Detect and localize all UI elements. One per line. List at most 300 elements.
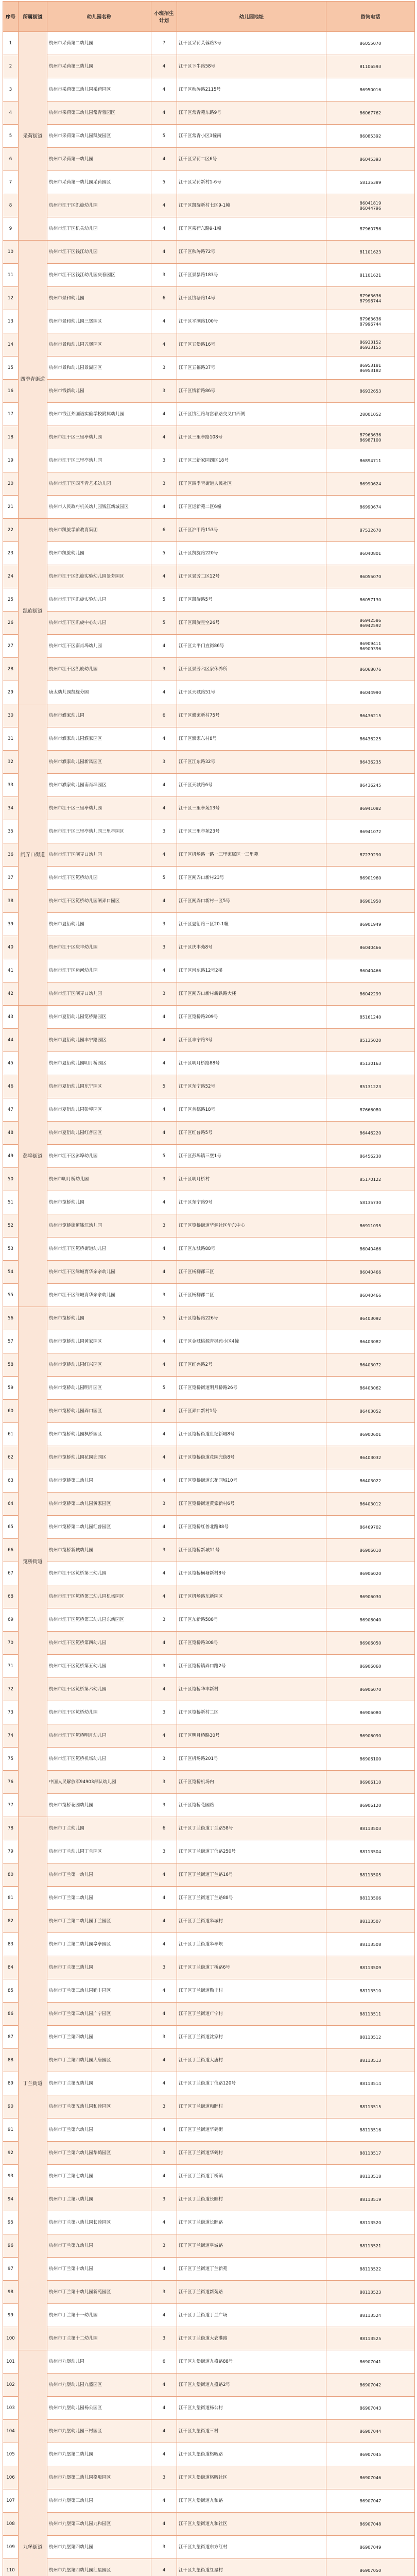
street-group-cell: 凯旋街道 (19, 519, 47, 704)
kindergarten-name: 杭州市笕桥幼儿园黄家园区 (47, 1330, 151, 1353)
table-row (3, 2350, 415, 2374)
enrollment-plan: 3 (151, 820, 177, 843)
table-row (3, 1191, 415, 1214)
contact-phone: 86068076 (326, 658, 415, 681)
table-row (3, 2281, 415, 2304)
contact-phone: 86907048 (326, 2513, 415, 2536)
table-row (3, 704, 415, 727)
enrollment-plan: 3 (151, 1168, 177, 1191)
contact-phone: 88113505 (326, 1863, 415, 1887)
kindergarten-name: 杭州市丁兰第九幼儿园 (47, 2234, 151, 2258)
enrollment-plan: 4 (151, 55, 177, 78)
table-row (3, 1562, 415, 1585)
contact-phone: 86403012 (326, 1493, 415, 1516)
row-number: 1 (3, 32, 19, 55)
enrollment-plan: 4 (151, 1191, 177, 1214)
contact-phone: 86436215 (326, 704, 415, 727)
enrollment-plan: 4 (151, 2165, 177, 2188)
row-number: 86 (3, 2003, 19, 2026)
kindergarten-address: 江干区笕桥新村二区 (177, 1701, 326, 1724)
row-number: 32 (3, 751, 19, 774)
kindergarten-name: 杭州市丁兰第四幼儿园 (47, 2026, 151, 2049)
contact-phone: 88113525 (326, 2327, 415, 2350)
table-row (3, 1075, 415, 1098)
kindergarten-name: 杭州市丁兰第一幼儿园 (47, 1863, 151, 1887)
enrollment-plan: 3 (151, 264, 177, 287)
kindergarten-address: 江干区常青苑东路9号 (177, 101, 326, 125)
kindergarten-name: 杭州市江干区笕桥街道幼儿园 (47, 1238, 151, 1261)
enrollment-plan: 4 (151, 1632, 177, 1655)
kindergarten-name: 杭州市采荷第一幼儿园采荷园区 (47, 171, 151, 194)
kindergarten-name: 杭州市江干区绿城育华亲亲幼儿园 (47, 1284, 151, 1307)
row-number: 66 (3, 1539, 19, 1562)
row-number: 2 (3, 55, 19, 78)
kindergarten-address: 江干区秋涛路2115号 (177, 78, 326, 101)
kindergarten-name: 杭州市江干区三里亭幼儿园 (47, 797, 151, 820)
kindergarten-name: 杭州市丁兰第五幼儿园 (47, 2072, 151, 2095)
table-row (3, 1377, 415, 1400)
kindergarten-address: 江干区天城路51号 (177, 681, 326, 704)
enrollment-plan: 4 (151, 217, 177, 241)
kindergarten-address: 江干区笕桥街道黄家新村6号 (177, 1493, 326, 1516)
contact-phone: 86907047 (326, 2489, 415, 2513)
enrollment-plan: 4 (151, 2513, 177, 2536)
kindergarten-address: 江干区采荷芙蓉路3号 (177, 32, 326, 55)
row-number: 16 (3, 380, 19, 403)
enrollment-plan: 3 (151, 2142, 177, 2165)
kindergarten-name: 杭州市丁兰第十一幼儿园 (47, 2304, 151, 2327)
kindergarten-name: 杭州市采荷第二幼儿园 (47, 32, 151, 55)
contact-phone: 86403082 (326, 1330, 415, 1353)
kindergarten-address: 江干区江东路32号 (177, 751, 326, 774)
table-row (3, 2513, 415, 2536)
enrollment-plan: 4 (151, 797, 177, 820)
kindergarten-address: 江干区凯旋路220号 (177, 542, 326, 565)
col-header-address: 幼儿园地址 (177, 2, 326, 32)
kindergarten-name: 杭州市江干区四季青艺术幼儿园 (47, 472, 151, 496)
contact-phone: 86900601 (326, 1423, 415, 1446)
kindergarten-name: 杭州市笕桥幼儿园 (47, 1307, 151, 1330)
kindergarten-address: 江干区红普路5号 (177, 1122, 326, 1145)
contact-phone: 87963636 86987100 (326, 426, 415, 449)
kindergarten-address: 江干区九堡街道九和路 (177, 2489, 326, 2513)
row-number: 67 (3, 1562, 19, 1585)
kindergarten-address: 江干区丁兰街道丁信路250号 (177, 1840, 326, 1863)
kindergarten-address: 江干区笕桥街道世纪新城8号 (177, 1423, 326, 1446)
row-number: 55 (3, 1284, 19, 1307)
row-number: 56 (3, 1307, 19, 1330)
enrollment-plan: 3 (151, 1956, 177, 1979)
table-row (3, 1655, 415, 1678)
row-number: 21 (3, 496, 19, 519)
table-row (3, 588, 415, 612)
row-number: 110 (3, 2559, 19, 2576)
contact-phone: 88113511 (326, 2003, 415, 2026)
enrollment-plan: 4 (151, 2559, 177, 2576)
table-row (3, 2489, 415, 2513)
kindergarten-name: 杭州市江干区凯旋实验幼儿园景芳园区 (47, 565, 151, 588)
contact-phone: 86906080 (326, 1701, 415, 1724)
row-number: 90 (3, 2095, 19, 2119)
enrollment-plan: 5 (151, 1377, 177, 1400)
kindergarten-address: 江干区笕桥路308号 (177, 1632, 326, 1655)
kindergarten-name: 杭州市丁兰第十幼儿园 (47, 2258, 151, 2281)
table-row (3, 2119, 415, 2142)
contact-phone: 88113506 (326, 1887, 415, 1910)
kindergarten-name: 杭州市九堡第四幼儿园 (47, 2536, 151, 2559)
row-number: 98 (3, 2281, 19, 2304)
row-number: 82 (3, 1910, 19, 1933)
row-number: 80 (3, 1863, 19, 1887)
contact-phone: 86907044 (326, 2420, 415, 2443)
row-number: 8 (3, 194, 19, 217)
kindergarten-name: 杭州市采荷第三幼儿园凯旋园区 (47, 125, 151, 148)
kindergarten-address: 江干区机场路一路一三里家属区一三里苑 (177, 843, 326, 867)
kindergarten-name: 杭州市濮家幼儿园 (47, 704, 151, 727)
table-row (3, 2142, 415, 2165)
contact-phone: 86906100 (326, 1748, 415, 1771)
table-row (3, 496, 415, 519)
contact-phone: 86933152 86933155 (326, 333, 415, 357)
kindergarten-name: 杭州市濮家幼儿园新风园区 (47, 751, 151, 774)
contact-phone: 87279290 (326, 843, 415, 867)
row-number: 70 (3, 1632, 19, 1655)
contact-phone: 86941082 (326, 797, 415, 820)
table-row (3, 2374, 415, 2397)
kindergarten-address: 江干区丁兰街道长睦村 (177, 2188, 326, 2211)
kindergarten-name: 杭州市江干区笕桥机场幼儿园 (47, 1748, 151, 1771)
enrollment-plan: 4 (151, 1887, 177, 1910)
kindergarten-name: 杭州市江干区闸弄口幼儿园 (47, 843, 151, 867)
table-row (3, 55, 415, 78)
row-number: 52 (3, 1214, 19, 1238)
enrollment-plan: 4 (151, 635, 177, 658)
contact-phone: 58135730 (326, 1191, 415, 1214)
kindergarten-address: 江干区九堡街道杨公村 (177, 2397, 326, 2420)
table-row (3, 1863, 415, 1887)
kindergarten-address: 江干区红兴路2号 (177, 1353, 326, 1377)
contact-phone: 86403072 (326, 1353, 415, 1377)
kindergarten-name: 杭州市江干区凯旋实验幼儿园 (47, 588, 151, 612)
enrollment-plan: 4 (151, 2397, 177, 2420)
contact-phone: 86990624 (326, 472, 415, 496)
table-row (3, 1446, 415, 1469)
table-row (3, 982, 415, 1006)
table-row (3, 2258, 415, 2281)
enrollment-plan: 3 (151, 1608, 177, 1632)
kindergarten-name: 中国人民解放军94903部队幼儿园 (47, 1771, 151, 1794)
contact-phone: 85161240 (326, 1006, 415, 1029)
contact-phone: 28001052 (326, 403, 415, 426)
row-number: 62 (3, 1446, 19, 1469)
street-group-cell: 丁兰街道 (19, 1817, 47, 2350)
enrollment-plan: 5 (151, 1145, 177, 1168)
table-row (3, 333, 415, 357)
kindergarten-address: 江干区凯旋星空26号 (177, 612, 326, 635)
kindergarten-address: 江干区丁兰街道华鹤街 (177, 2119, 326, 2142)
contact-phone: 87963636 87996744 (326, 287, 415, 310)
row-number: 77 (3, 1794, 19, 1817)
table-row (3, 310, 415, 333)
kindergarten-address: 江干区九堡街道格畈路 (177, 2443, 326, 2466)
enrollment-plan: 3 (151, 1840, 177, 1863)
row-number: 104 (3, 2420, 19, 2443)
row-number: 105 (3, 2443, 19, 2466)
table-row (3, 472, 415, 496)
kindergarten-address: 江干区濮家新村75号 (177, 704, 326, 727)
contact-phone: 88113510 (326, 1979, 415, 2003)
enrollment-plan: 5 (151, 612, 177, 635)
contact-phone: 86055070 (326, 565, 415, 588)
enrollment-plan: 4 (151, 194, 177, 217)
table-row (3, 148, 415, 171)
kindergarten-name: 杭州市九堡第三幼儿园 (47, 2489, 151, 2513)
enrollment-plan: 4 (151, 403, 177, 426)
kindergarten-address: 江干区九堡街道三村 (177, 2420, 326, 2443)
contact-phone: 86040466 (326, 1284, 415, 1307)
table-row (3, 101, 415, 125)
enrollment-plan: 4 (151, 1562, 177, 1585)
table-row (3, 2095, 415, 2119)
kindergarten-name: 杭州市江干区笕桥第六幼儿园 (47, 1678, 151, 1701)
enrollment-plan: 4 (151, 890, 177, 913)
row-number: 49 (3, 1145, 19, 1168)
table-row (3, 2536, 415, 2559)
table-row (3, 1817, 415, 1840)
street-group-cell: 采荷街道 (19, 32, 47, 241)
contact-phone: 86901950 (326, 890, 415, 913)
kindergarten-address: 江干区景昙路183号 (177, 264, 326, 287)
contact-phone: 86446220 (326, 1122, 415, 1145)
table-row (3, 287, 415, 310)
kindergarten-address: 江干区下牛路58号 (177, 55, 326, 78)
enrollment-plan: 6 (151, 2350, 177, 2374)
kindergarten-name: 杭州市景和幼儿园三堡园区 (47, 310, 151, 333)
contact-phone: 88113518 (326, 2165, 415, 2188)
kindergarten-address: 江干区笕桥街道明月桥路26号 (177, 1377, 326, 1400)
contact-phone: 88113508 (326, 1933, 415, 1956)
contact-phone: 86906060 (326, 1655, 415, 1678)
contact-phone: 86040466 (326, 959, 415, 982)
street-group-cell: 闸弄口街道 (19, 704, 47, 1006)
row-number: 41 (3, 959, 19, 982)
kindergarten-name: 杭州市江干区机关幼儿园 (47, 217, 151, 241)
row-number: 3 (3, 78, 19, 101)
kindergarten-address: 江干区五堡路16号 (177, 333, 326, 357)
row-number: 69 (3, 1608, 19, 1632)
row-number: 6 (3, 148, 19, 171)
contact-phone: 88113515 (326, 2095, 415, 2119)
table-row (3, 194, 415, 217)
contact-phone: 81101623 (326, 241, 415, 264)
table-row (3, 2443, 415, 2466)
contact-phone: 88113523 (326, 2281, 415, 2304)
kindergarten-name: 杭州市采荷第三幼儿园 (47, 55, 151, 78)
kindergarten-name: 杭州市采荷第一幼儿园 (47, 148, 151, 171)
table-row (3, 2559, 415, 2576)
row-number: 96 (3, 2234, 19, 2258)
row-number: 108 (3, 2513, 19, 2536)
kindergarten-name: 杭州市夏衍幼儿园丰宁路园区 (47, 1029, 151, 1052)
kindergarten-address: 江干区三里亭苑23号 (177, 820, 326, 843)
kindergarten-address: 江干区丁兰街道大农港路 (177, 2327, 326, 2350)
row-number: 59 (3, 1377, 19, 1400)
enrollment-plan: 4 (151, 1261, 177, 1284)
kindergarten-address: 江干区笕桥路226号 (177, 1307, 326, 1330)
enrollment-plan: 4 (151, 241, 177, 264)
row-number: 79 (3, 1840, 19, 1863)
contact-phone: 88113503 (326, 1817, 415, 1840)
kindergarten-name: 杭州市江干区凯旋中心幼儿园 (47, 612, 151, 635)
table-row (3, 2165, 415, 2188)
table-row (3, 1353, 415, 1377)
enrollment-plan: 4 (151, 78, 177, 101)
row-number: 42 (3, 982, 19, 1006)
contact-phone: 86941072 (326, 820, 415, 843)
kindergarten-name: 杭州市江干区笕桥明月幼儿园 (47, 1724, 151, 1748)
table-row (3, 2072, 415, 2095)
contact-phone: 88113517 (326, 2142, 415, 2165)
enrollment-plan: 4 (151, 2049, 177, 2072)
table-row (3, 1330, 415, 1353)
street-group-cell: 笕桥街道 (19, 1307, 47, 1817)
kindergarten-address: 江干区机场路东新园区 (177, 1585, 326, 1608)
table-header (3, 2, 415, 32)
col-header-phone: 咨询电话 (326, 2, 415, 32)
kindergarten-address: 江干区秋涛路72号 (177, 241, 326, 264)
table-row (3, 1284, 415, 1307)
enrollment-plan: 4 (151, 2003, 177, 2026)
kindergarten-address: 江干区丁兰街道丁信路120号 (177, 2072, 326, 2095)
kindergarten-address: 江干区笕桥路209号 (177, 1006, 326, 1029)
contact-phone: 86906110 (326, 1771, 415, 1794)
kindergarten-address: 江干区丁兰街道和睦村 (177, 2095, 326, 2119)
kindergarten-address: 江干区丁兰街道皋城村 (177, 1910, 326, 1933)
kindergarten-name: 杭州市濮家幼儿园濮家园区 (47, 727, 151, 751)
row-number: 5 (3, 125, 19, 148)
row-number: 89 (3, 2072, 19, 2095)
table-row (3, 959, 415, 982)
row-number: 19 (3, 449, 19, 472)
kindergarten-address: 江干区九堡街道九盛路88号 (177, 2350, 326, 2374)
table-row (3, 1956, 415, 1979)
kindergarten-name: 杭州市夏衍幼儿园红普园区 (47, 1122, 151, 1145)
table-row (3, 2327, 415, 2350)
kindergarten-address: 江干区明月桥村 (177, 1168, 326, 1191)
row-number: 87 (3, 2026, 19, 2049)
row-number: 23 (3, 542, 19, 565)
kindergarten-address: 江干区庆丰苑8号 (177, 936, 326, 959)
contact-phone: 86403052 (326, 1400, 415, 1423)
table-row (3, 1771, 415, 1794)
contact-phone: 86906070 (326, 1678, 415, 1701)
table-row (3, 1145, 415, 1168)
contact-phone: 85170122 (326, 1168, 415, 1191)
kindergarten-address: 江干区丁兰街道大唐村 (177, 2049, 326, 2072)
contact-phone: 81106593 (326, 55, 415, 78)
kindergarten-table-sheet (3, 1, 414, 2576)
table-row (3, 1516, 415, 1539)
contact-phone: 88113507 (326, 1910, 415, 1933)
table-row (3, 380, 415, 403)
row-number: 29 (3, 681, 19, 704)
table-row (3, 2026, 415, 2049)
row-number: 26 (3, 612, 19, 635)
row-number: 18 (3, 426, 19, 449)
kindergarten-name: 唐太幼儿园凯旋分园 (47, 681, 151, 704)
kindergarten-name: 杭州市笕桥幼儿园枫桥园区 (47, 1423, 151, 1446)
kindergarten-address: 江干区九堡街道格畈社区 (177, 2466, 326, 2489)
kindergarten-name: 杭州市丁兰第七幼儿园 (47, 2165, 151, 2188)
row-number: 45 (3, 1052, 19, 1075)
contact-phone: 86907049 (326, 2536, 415, 2559)
table-row (3, 1168, 415, 1191)
row-number: 15 (3, 357, 19, 380)
row-number: 65 (3, 1516, 19, 1539)
enrollment-plan: 6 (151, 287, 177, 310)
contact-phone: 86456230 (326, 1145, 415, 1168)
enrollment-plan: 3 (151, 658, 177, 681)
kindergarten-address: 江干区五福路37号 (177, 357, 326, 380)
row-number: 20 (3, 472, 19, 496)
kindergarten-address: 江干区东新路588号 (177, 1608, 326, 1632)
kindergarten-address: 江干区笕桥机场内 (177, 1771, 326, 1794)
row-number: 10 (3, 241, 19, 264)
enrollment-plan: 5 (151, 1075, 177, 1098)
table-row (3, 1840, 415, 1863)
table-row (3, 125, 415, 148)
kindergarten-address: 江干区东宁路52号 (177, 1075, 326, 1098)
contact-phone: 88113524 (326, 2304, 415, 2327)
table-row (3, 1701, 415, 1724)
table-row (3, 2049, 415, 2072)
row-number: 17 (3, 403, 19, 426)
table-row (3, 658, 415, 681)
row-number: 57 (3, 1330, 19, 1353)
kindergarten-address: 江干区丁兰街道丁兰路58号 (177, 1817, 326, 1840)
kindergarten-address: 江干区常青小区3幢南 (177, 125, 326, 148)
row-number: 47 (3, 1098, 19, 1122)
row-number: 109 (3, 2536, 19, 2559)
table-row (3, 1585, 415, 1608)
row-number: 24 (3, 565, 19, 588)
kindergarten-name: 杭州市丁兰第六幼儿园华鹤园区 (47, 2142, 151, 2165)
kindergarten-name: 杭州市江干区笕桥第五幼儿园 (47, 1655, 151, 1678)
enrollment-plan: 4 (151, 1353, 177, 1377)
kindergarten-name: 杭州市江干区闸弄口幼儿园 (47, 982, 151, 1006)
contact-phone: 88113516 (326, 2119, 415, 2142)
contact-phone: 86901960 (326, 867, 415, 890)
row-number: 11 (3, 264, 19, 287)
enrollment-plan: 3 (151, 2327, 177, 2350)
contact-phone: 86040466 (326, 936, 415, 959)
kindergarten-address: 江干区九堡街道红星村 (177, 2559, 326, 2576)
kindergarten-name: 杭州市九堡第四幼儿园红星园区 (47, 2559, 151, 2576)
kindergarten-name: 杭州市江干区笕桥第三幼儿园东新园区 (47, 1608, 151, 1632)
col-header-name: 幼儿园名称 (47, 2, 151, 32)
table-row (3, 797, 415, 820)
kindergarten-address: 江干区丁兰街道皋亭坝 (177, 1933, 326, 1956)
enrollment-plan: 5 (151, 1307, 177, 1330)
kindergarten-name: 杭州市江干区钱江幼儿园 (47, 241, 151, 264)
kindergarten-address: 江干区笕桥华丰新村 (177, 1678, 326, 1701)
row-number: 106 (3, 2466, 19, 2489)
table-row (3, 1423, 415, 1446)
kindergarten-name: 杭州市江干区笕桥幼儿园 (47, 1701, 151, 1724)
kindergarten-address: 江干区景芳二区12号 (177, 565, 326, 588)
row-number: 7 (3, 171, 19, 194)
table-row (3, 913, 415, 936)
